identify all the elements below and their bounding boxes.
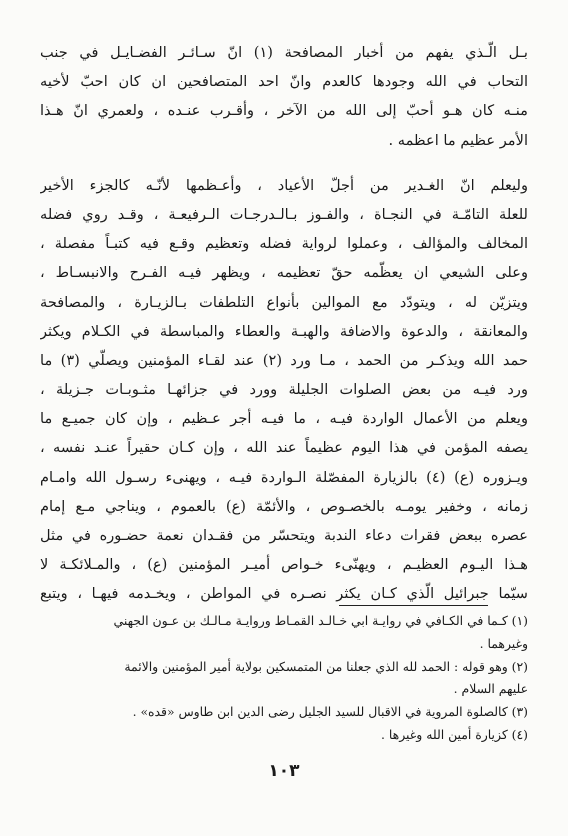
text-line: للعلة التامّـة في النجـاة ، والفـوز بـالـدرجـات الـرفيعـة ، وقـد روي فضله bbox=[40, 205, 528, 223]
text-line: حمد الله ويذكـر من الحمد ، مـا ورد (٢) عند لقـاء المؤمنين ويصلّي (٣) ما bbox=[40, 351, 528, 369]
text-line: هـذا اليـوم العظيـم ، ويهنّىء خـواص أميـر المؤمنين (ع) ، والمـلائكـة لا bbox=[40, 556, 528, 574]
text-line: وليعلم انّ الغـدير من أجلّ الأعياد ، وأعـظمها لأنّـه كالجزء الأخير bbox=[40, 176, 528, 194]
page-number: ١٠٣ bbox=[268, 761, 300, 781]
footnote-line: (٢) وهو قوله : الحمد لله الذي جعلنا من المتمسكين بولاية أمير المؤمنين والائمة bbox=[124, 658, 528, 674]
text-line: والمعانقة ، والدعوة والاضافة والهبـة والعطاء والمباسطة في الكـلام ويكثر bbox=[40, 322, 528, 340]
footnote-line: (٤) كزيارة أمين الله وغيرها . bbox=[381, 726, 528, 742]
footnote-line: (١) كـما في الكـافي في روايـة ابي خـالـد القمـاط وروايـة مـالـك بن عـون الجهني bbox=[113, 613, 528, 628]
text-line: التحاب في الله وجودها كالعدم وانّ احد المتصافحين ان كان احبّ لأخيه bbox=[40, 73, 528, 91]
footnotes bbox=[40, 610, 528, 747]
text-line: ورد فيـه من بعض الصلوات الجليلة وورد في جزائهـا مثـوبـات جـزيلة ، bbox=[40, 381, 528, 399]
text-line: وعلى الشيعي ان يعظّمه حقّ تعظيمه ، ويظهر فيـه الفـرح والانبسـاط ، bbox=[40, 264, 528, 282]
text-line: يصفه المؤمن في هذا اليوم عظيماً عند الله ، وإن كـان حقيراً عنـد نفسه ، bbox=[40, 439, 528, 457]
text-line: سيّما جبرائيل الّذي كـان يكثر نصـره في المواطن ، ويخـدمه فيهـا ، ويتبع bbox=[40, 585, 528, 603]
main-text bbox=[40, 38, 528, 609]
text-line: زمانه ، وخفير يومـه بالخصـوص ، والأئمّة (ع) بالعموم ، ويناجي مـع إمام bbox=[40, 497, 528, 515]
footnote-line: عليهم السلام . bbox=[453, 681, 528, 697]
text-line: عصره ببعض فقرات دعاء الندبة ويتحسّر من فقـدان نعمة حضـوره في مثل bbox=[40, 527, 528, 544]
text-line: منـه كان هـو أحبّ إلى الله من الآخر ، وأقـرب عنـده ، ولعمري انّ هـذا bbox=[40, 102, 528, 120]
text-line: ويعلم من الأعمال الواردة فيـه ، ما فيـه أجر عـظيم ، وإن كان جميـع ما bbox=[40, 410, 528, 428]
text-line: المخالف والمؤالف ، وعملوا لرواية فضله وتعظيم وقـع فيه كتبـاً مفصلة ، bbox=[40, 235, 528, 253]
footnote-divider bbox=[339, 605, 488, 606]
text-line: ويـزوره (ع) (٤) بالزيارة المفصّلة الـواردة فيـه ، ويهنىء رسـول الله وامـام bbox=[40, 468, 528, 486]
footnote-line: وغيرهما . bbox=[479, 635, 528, 651]
text-line-last: الأمر عظيم ما اعظمه . bbox=[388, 131, 528, 149]
text-line: بـل الّـذي يفهم من أخبار المصافحة (١) انّ سـائـر الفضـايـل في جنب bbox=[40, 44, 528, 61]
footnote-line: (٣) كالصلوة المروية في الاقبال للسيد الجليل رضى الدين ابن طاوس «قده» . bbox=[132, 704, 528, 720]
paragraph-gap bbox=[40, 155, 528, 171]
text-line: ويتزيّن له ، ويتودّد مع الموالين بأنواع التلطفات بـالزيـارة ، والمصافحة bbox=[40, 293, 528, 311]
